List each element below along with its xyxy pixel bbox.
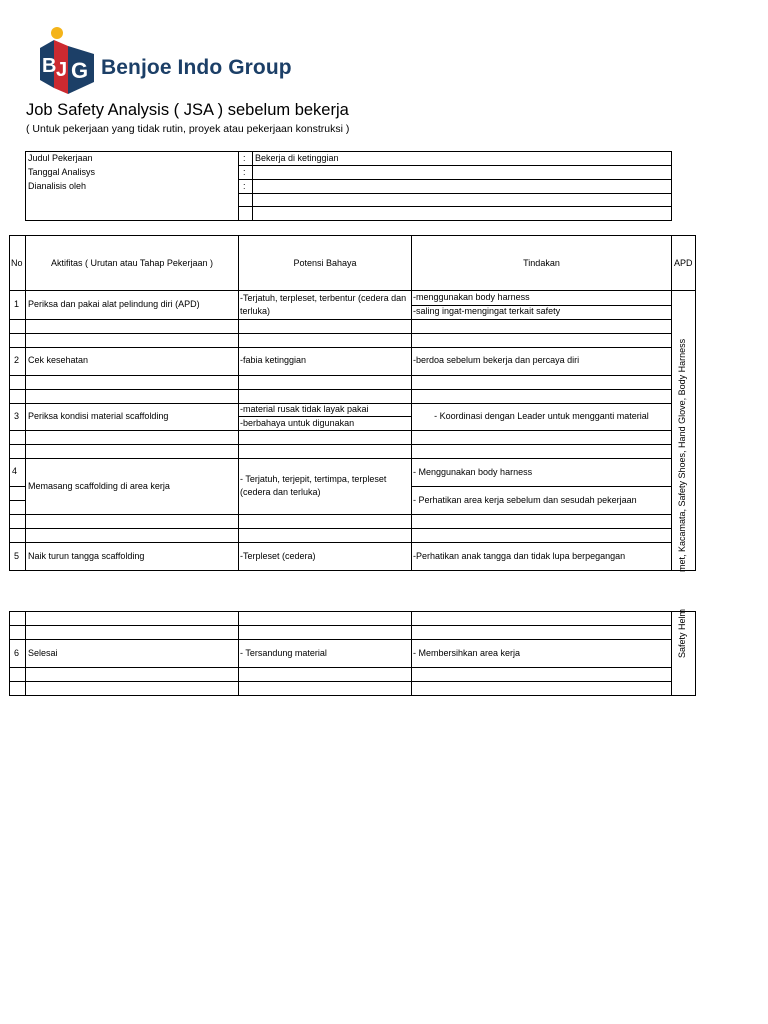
header-action: Tindakan [523, 258, 560, 268]
row-5-action: -Perhatikan anak tangga dan tidak lupa berpegangan [413, 551, 626, 561]
row-2-hazard: -fabia ketinggian [240, 355, 307, 365]
info-label-job-title: Judul Pekerjaan [28, 153, 93, 163]
row-3-hazard-2: -berbahaya untuk digunakan [240, 418, 355, 428]
row-2-action: -berdoa sebelum bekerja dan percaya diri [413, 355, 580, 365]
info-label-date: Tanggal Analisys [28, 167, 96, 177]
row-3-no: 3 [14, 411, 20, 421]
row-4-hazard: - Terjatuh, terjepit, tertimpa, terpleset (cedera dan terluka) [240, 474, 387, 497]
apd-list-vertical-continued: Safety Helm [677, 608, 687, 658]
row-4-no: 4 [12, 466, 18, 476]
header-no: No [11, 258, 23, 268]
row-3-action: - Koordinasi dengan Leader untuk mengganti material [434, 411, 649, 421]
info-separator: : [243, 167, 246, 177]
row-5-no: 5 [14, 551, 20, 561]
row-1-action-2: -saling ingat-mengingat terkait safety [413, 306, 561, 316]
header-apd: APD [674, 258, 693, 268]
header-activity: Aktifitas ( Urutan atau Tahap Pekerjaan ) [51, 258, 213, 268]
row-1-hazard: -Terjatuh, terpleset, terbentur (cedera dan terluka) [240, 293, 407, 316]
row-1-no: 1 [14, 299, 20, 309]
row-6-action: - Membersihkan area kerja [413, 648, 521, 658]
row-1-activity: Periksa dan pakai alat pelindung diri (APD) [28, 299, 200, 309]
row-6-activity: Selesai [28, 648, 58, 658]
row-3-activity: Periksa kondisi material scaffolding [28, 411, 169, 421]
row-4-activity: Memasang scaffolding di area kerja [28, 481, 170, 491]
svg-text:B: B [42, 55, 57, 77]
row-6-no: 6 [14, 648, 20, 658]
info-value-job-title: Bekerja di ketinggian [255, 153, 339, 163]
svg-text:G: G [71, 58, 89, 83]
header-hazard: Potensi Bahaya [293, 258, 357, 268]
row-1-action-1: -menggunakan body harness [413, 292, 530, 302]
row-5-hazard: -Terpleset (cedera) [240, 551, 316, 561]
row-2-no: 2 [14, 355, 20, 365]
row-6-hazard: - Tersandung material [240, 648, 327, 658]
row-5-activity: Naik turun tangga scaffolding [28, 551, 145, 561]
row-3-hazard-1: -material rusak tidak layak pakai [240, 404, 369, 414]
info-label-analyst: Dianalisis oleh [28, 181, 87, 191]
company-name: Benjoe Indo Group [101, 56, 292, 79]
info-separator: : [243, 153, 246, 163]
company-logo-icon [36, 26, 98, 98]
row-4-action-2: - Perhatikan area kerja sebelum dan sesudah pekerjaan [413, 495, 637, 505]
row-2-activity: Cek kesehatan [28, 355, 89, 365]
svg-text:J: J [56, 59, 68, 81]
info-separator: : [243, 181, 246, 191]
document-subtitle: ( Untuk pekerjaan yang tidak rutin, proyek atau pekerjaan konstruksi ) [26, 123, 350, 135]
apd-list-vertical: met, Kacamata, Safety Shoes, Hand Glove, Body Harness [677, 338, 687, 572]
row-4-action-1: - Menggunakan body harness [413, 467, 533, 477]
document-title: Job Safety Analysis ( JSA ) sebelum bekerja [26, 101, 349, 119]
